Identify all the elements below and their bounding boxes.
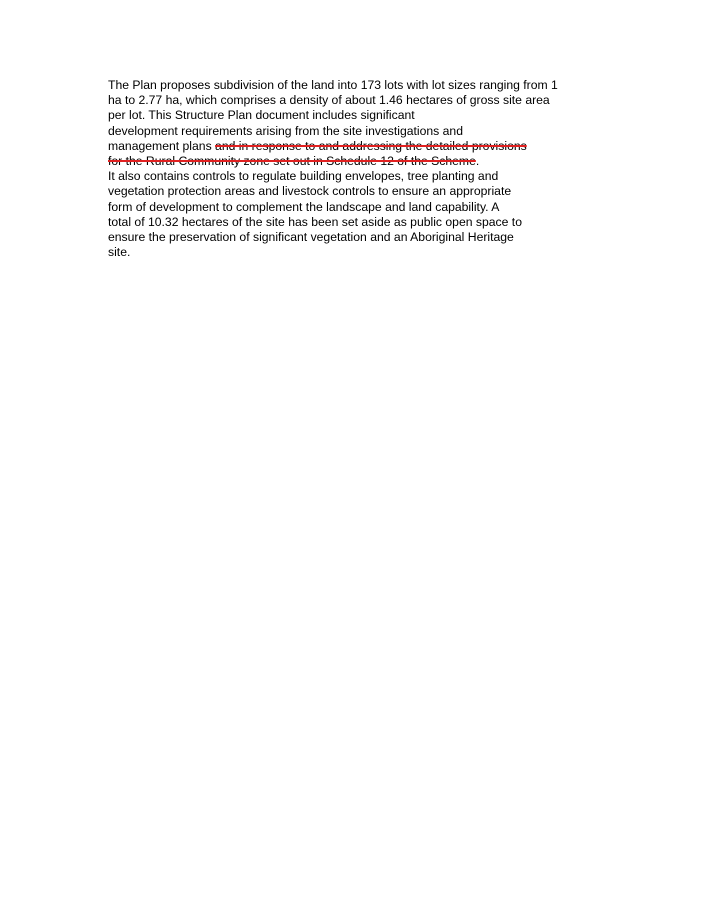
text-line-with-deletion	[108, 139, 608, 154]
deleted-text: for the Rural Community zone set out in Schedule 12 of the Scheme	[108, 153, 476, 168]
deleted-text: and in response to and addressing the detailed provisions	[215, 138, 527, 153]
text-line: development requirements arising from the site investigations and	[108, 123, 463, 138]
text-line-with-deletion	[108, 154, 608, 169]
text-line: It also contains controls to regulate building envelopes, tree planting and	[108, 169, 499, 184]
text-line: total of 10.32 hectares of the site has been set aside as public open space to	[108, 214, 522, 229]
text-line: form of development to complement the landscape and land capability. A	[108, 199, 500, 214]
text-line: The Plan proposes subdivision of the land into 173 lots with lot sizes ranging from 1	[108, 78, 558, 92]
kept-text: .	[475, 153, 480, 168]
kept-text: management plans	[108, 138, 216, 153]
text-line: ha to 2.77 ha, which comprises a density of about 1.46 hectares of gross site area	[108, 93, 550, 108]
text-line: vegetation protection areas and livestock controls to ensure an appropriate	[108, 184, 512, 199]
text-line: site.	[108, 245, 131, 260]
paragraph	[108, 78, 608, 260]
text-line: per lot. This Structure Plan document includes significant	[108, 108, 415, 123]
text-line: ensure the preservation of significant vegetation and an Aboriginal Heritage	[108, 229, 514, 244]
